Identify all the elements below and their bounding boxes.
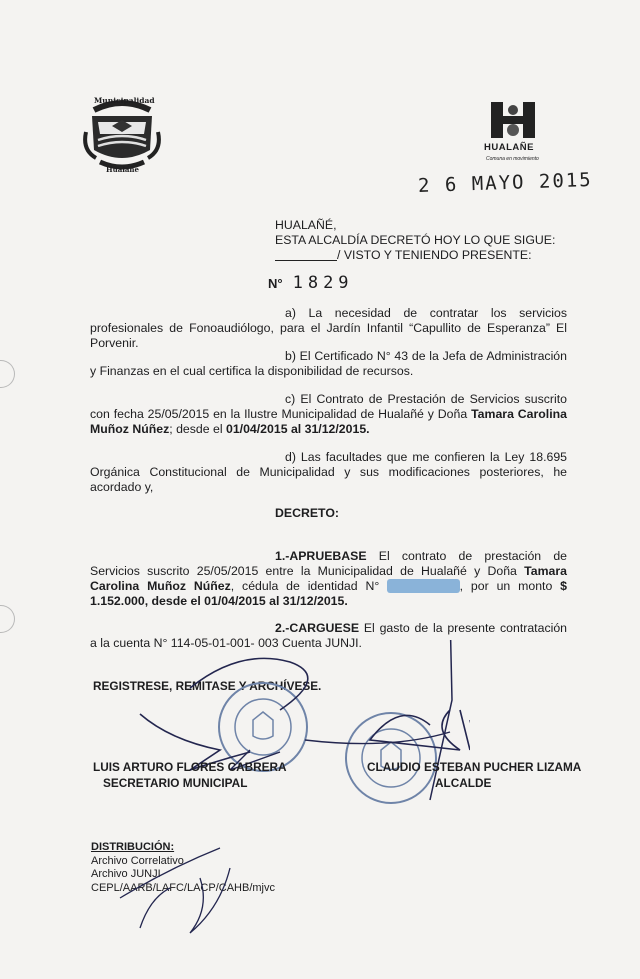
punch-hole-bottom — [0, 605, 15, 633]
handwritten-signatures — [130, 640, 470, 820]
logo-slogan: Comuna en movimiento — [486, 156, 539, 162]
blank-line — [275, 260, 337, 261]
item2-text: El gasto de la presente contratación a la cuenta N° 114-05-01-001- 003 Cuenta JUNJI. — [90, 621, 567, 650]
item1-name: Tamara Carolina Muñoz Núñez — [90, 564, 567, 593]
considerando-d: d) Las facultades que me confieren la Ley 18.695 Orgánica Constitucional de Municipalidad y sus modificaciones posteriores, he acordado y, — [90, 450, 567, 494]
item2-label: 2.-CARGUESE — [275, 621, 360, 635]
considerando-c-name: Tamara Carolina Muñoz Núñez — [90, 407, 567, 436]
item1-text: El contrato de prestación de Servicios suscrito 25/05/2015 entre la Municipalidad de Hualañé y Doña — [90, 549, 567, 578]
initials-scribble — [110, 838, 250, 938]
distribution-line-3: CEPL/AARB/LAFC/LACP/CAHB/mjvc — [91, 881, 275, 894]
considerando-c-mid: ; desde el — [169, 422, 226, 436]
item1-amount: $ 1.152.000, desde el 01/04/2015 al 31/12/2015. — [90, 579, 568, 608]
preamble-line1: ESTA ALCALDÍA DECRETÓ HOY LO QUE SIGUE: — [275, 233, 556, 247]
closing-line: REGISTRESE, REMITASE Y ARCHÍVESE. — [93, 679, 322, 693]
city-heading: HUALAÑÉ, — [275, 218, 337, 232]
distribution-heading: DISTRIBUCIÓN: — [91, 841, 175, 853]
decree-number-row — [268, 273, 354, 293]
item1-mid: , cédula de identidad N° — [230, 579, 388, 593]
mayor-title: ALCALDE — [435, 776, 492, 790]
number-prefix: N° — [268, 276, 283, 291]
municipal-crest — [82, 92, 162, 174]
considerando-c-text: c) El Contrato de Prestación de Servicios suscrito con fecha 25/05/2015 en la Ilustre Municipalidad de Hualañé y Doña — [90, 392, 567, 421]
decreto-item-1 — [90, 549, 567, 609]
crest-top-text: Municipalidad — [94, 96, 155, 105]
logo-name: HUALAÑE — [484, 142, 534, 153]
item1-label: 1.-APRUEBASE — [275, 549, 367, 563]
item1-after: , por un monto — [459, 579, 561, 593]
punch-hole-top — [0, 360, 15, 388]
secretary-title: SECRETARIO MUNICIPAL — [103, 776, 248, 790]
decreto-heading: DECRETO: — [275, 506, 339, 520]
decree-number: 1829 — [292, 273, 354, 293]
preamble-line2-text: / VISTO Y TENIENDO PRESENTE: — [337, 248, 532, 262]
considerando-c-dates: 01/04/2015 al 31/12/2015. — [225, 422, 370, 436]
hualane-logo — [484, 100, 548, 166]
date-stamp: 2 6 MAYO 2015 — [417, 168, 594, 198]
considerando-a: a) La necesidad de contratar los servicios profesionales de Fonoaudiólogo, para el Jardín Infantil “Capullito de Esperanza” El Porvenir. — [90, 306, 567, 350]
distribution-line-2: Archivo JUNJI — [91, 868, 161, 880]
distribution-line-1: Archivo Correlativo — [91, 854, 184, 867]
redacted-id — [387, 579, 459, 593]
secretary-name: LUIS ARTURO FLORES CABRERA — [93, 760, 287, 774]
preamble-line2 — [275, 248, 532, 263]
considerando-c — [90, 392, 567, 437]
mayor-name: CLAUDIO ESTEBAN PUCHER LIZAMA — [367, 760, 582, 774]
considerando-b: b) El Certificado N° 43 de la Jefa de Administración y Finanzas en el cual certifica la disponibilidad de recursos. — [90, 349, 567, 378]
crest-bottom-text: Hualañé — [106, 165, 139, 174]
